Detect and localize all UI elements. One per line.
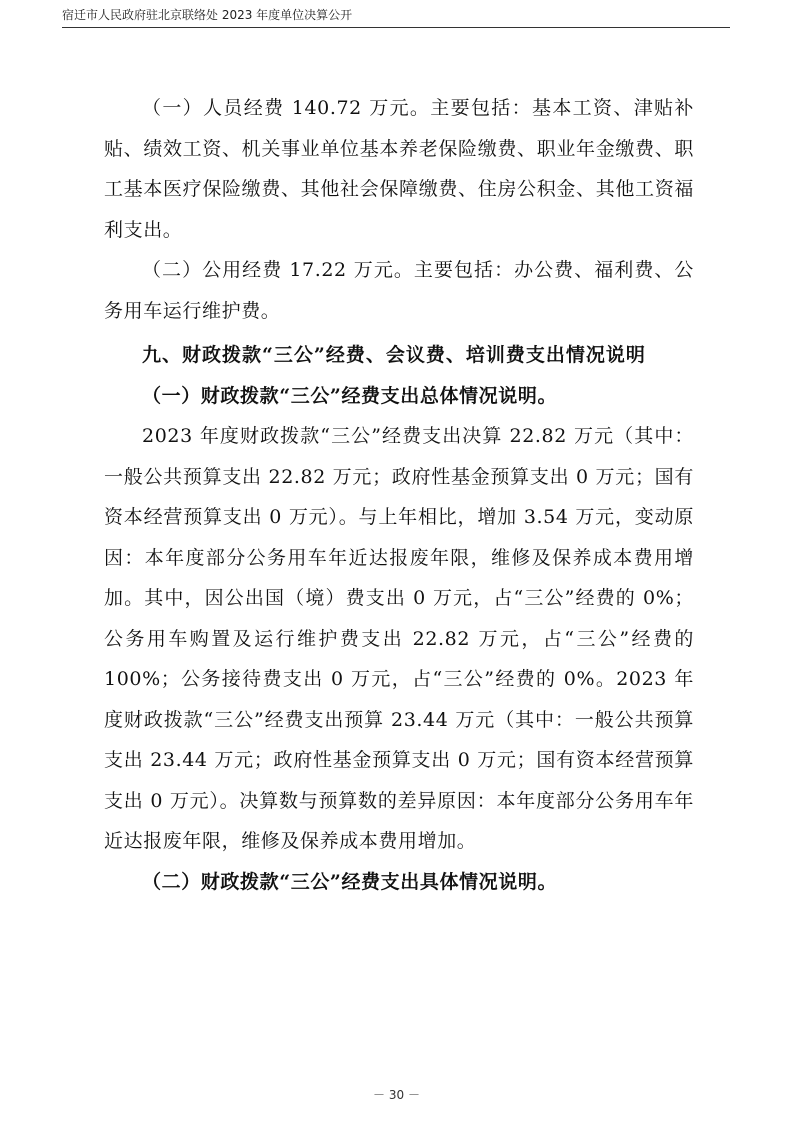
page-header: 宿迁市人民政府驻北京联络处 2023 年度单位决算公开 — [62, 8, 353, 22]
subsection-heading-overall: （一）财政拨款“三公”经费支出总体情况说明。 — [142, 384, 558, 407]
paragraph-public-expenses: （二）公用经费 17.22 万元。主要包括：办公费、福利费、公务用车运行维护费。 — [104, 259, 694, 322]
paragraph-personnel-expenses: （一）人员经费 140.72 万元。主要包括：基本工资、津贴补贴、绩效工资、机关事业单位基本养老保险缴费、职业年金缴费、职工基本医疗保险缴费、其他社会保障缴费、住房公积金、其他工资福利支出。 — [104, 97, 694, 241]
section-heading-nine: 九、财政拨款“三公”经费、会议费、培训费支出情况说明 — [142, 344, 646, 366]
header-rule — [62, 27, 730, 28]
paragraph-three-public-overall: 2023 年度财政拨款“三公”经费支出决算 22.82 万元（其中：一般公共预算支出 22.82 万元；政府性基金预算支出 0 万元；国有资本经营预算支出 0 万元）。与上年相比，增加 3.54 万元，变动原因：本年度部分公务用车年近达报废年限，维修及保养成本费用增加。其中，因公出国（境）费支出 0 万元，占“三公”经费的 0%；公务用车购置及运行维护费支出 22.82 万元，占“三公”经费的 100%；公务接待费支出 0 万元，占“三公”经费的 0%。2023 年度财政拨款“三公”经费支出预算 23.44 万元（其中：一般公共预算支出 23.44 万元；政府性基金预算支出 0 万元；国有资本经营预算支出 0 万元）。决算数与预算数的差异原因：本年度部分公务用车年近达报废年限，维修及保养成本费用增加。 — [104, 425, 694, 852]
subsection-heading-detail: （二）财政拨款“三公”经费支出具体情况说明。 — [142, 870, 558, 893]
page-number: － 30 － — [373, 1088, 420, 1102]
document-body — [104, 88, 694, 902]
